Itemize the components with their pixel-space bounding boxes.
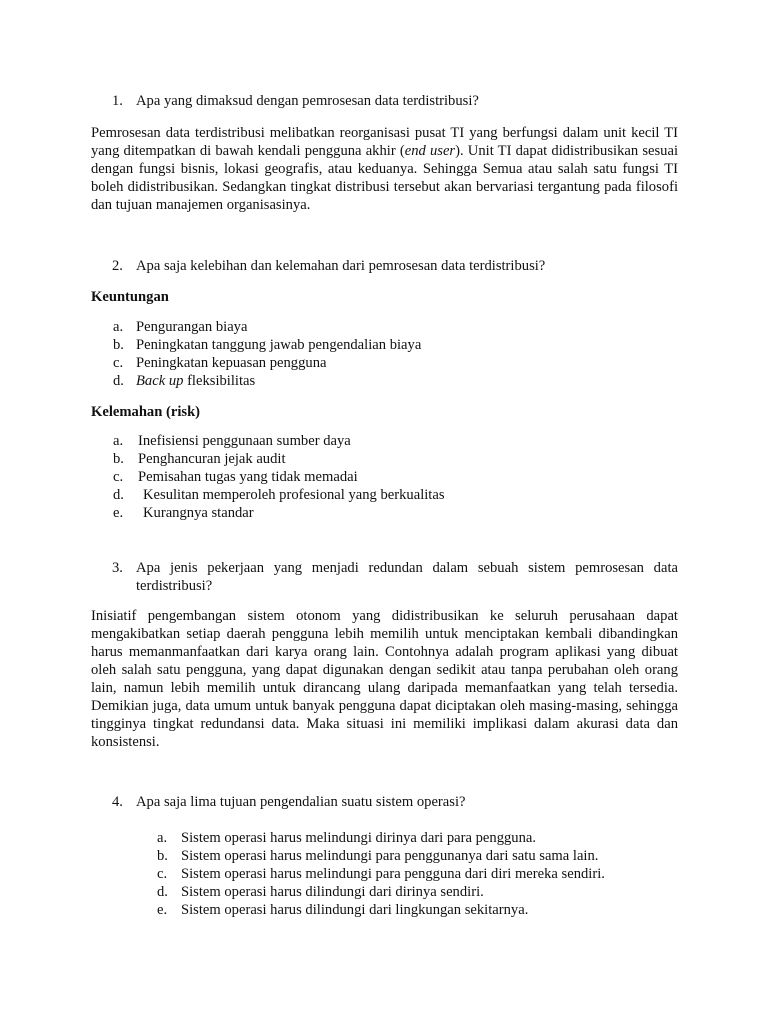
answer-emphasis: end user bbox=[404, 143, 456, 159]
list-item bbox=[113, 486, 445, 504]
section-heading-keuntungan: Keuntungan bbox=[91, 289, 169, 305]
question-text: Apa saja kelebihan dan kelemahan dari pemrosesan data terdistribusi? bbox=[136, 258, 546, 274]
list-item-text: Sistem operasi harus melindungi dirinya dari para pengguna. bbox=[181, 830, 537, 846]
list-marker: b. bbox=[113, 337, 124, 353]
list-item-text: Sistem operasi harus melindungi para pengguna dari diri mereka sendiri. bbox=[181, 866, 605, 882]
question-text: Apa jenis pekerjaan yang menjadi redundan dalam sebuah sistem pemrosesan data terdistribusi? bbox=[136, 560, 678, 594]
question-text: Apa saja lima tujuan pengendalian suatu sistem operasi? bbox=[136, 794, 466, 810]
list-item bbox=[113, 372, 421, 390]
list-item bbox=[157, 883, 605, 901]
list-marker: b. bbox=[113, 451, 124, 467]
list-item bbox=[157, 847, 605, 865]
answer-3: Inisiatif pengembangan sistem otonom yang didistribusikan ke seluruh perusahaan dapat mengakibatkan setiap daerah pengguna lebih memilih untuk menciptakan kembali dibandingkan harus memanmanfaatkan dari karya orang lain. Contohnya adalah program aplikasi yang dibuat oleh salah satu pengguna, yang dapat digunakan dengan sedikit atau tanpa perubahan oleh orang lain, namun lebih memilih untuk dirancang ulang daripada memanfaatkan yang telah tersedia. Demikian juga, data umum untuk banyak pengguna dapat diciptakan oleh masing-masing, sehingga tingginya tingkat redundansi data. Maka situasi ini memiliki implikasi dalam akurasi data dan konsistensi. bbox=[91, 608, 678, 750]
answer-text: ). Unit TI dapat didistribusikan sesuai dengan fungsi bisnis, lokasi geografis, atau keduanya. Sehingga Semua atau salah satu fungsi TI boleh didistribusikan. Sedangkan tingkat distribusi tersebut akan bervariasi tergantung pada filosofi dan tujuan manajemen organisasinya. bbox=[91, 143, 678, 213]
list-marker: c. bbox=[113, 355, 124, 371]
list-item bbox=[113, 504, 445, 522]
list-item bbox=[113, 432, 445, 450]
list-marker: d. bbox=[113, 487, 124, 503]
list-item-text: Sistem operasi harus dilindungi dari dirinya sendiri. bbox=[181, 884, 484, 900]
list-marker: c. bbox=[157, 866, 168, 882]
list-item bbox=[113, 318, 421, 336]
list-marker: a. bbox=[113, 433, 124, 449]
list-item bbox=[113, 354, 421, 372]
list-item-text: Inefisiensi penggunaan sumber daya bbox=[138, 433, 351, 449]
list-keuntungan bbox=[113, 318, 421, 390]
list-item bbox=[157, 901, 605, 919]
list-item-text: Sistem operasi harus melindungi para penggunanya dari satu sama lain. bbox=[181, 848, 599, 864]
list-item-text: Peningkatan kepuasan pengguna bbox=[136, 355, 327, 371]
question-number: 2. bbox=[112, 258, 123, 274]
question-1 bbox=[112, 92, 678, 110]
list-marker: e. bbox=[113, 505, 124, 521]
list-item-text: Kurangnya standar bbox=[143, 505, 254, 521]
answer-text: Pemrosesan data terdistribusi melibatkan reorganisasi pusat TI yang berfungsi dalam unit kecil TI yang ditempatkan di bawah kendali pengguna akhir ( bbox=[91, 125, 678, 159]
list-marker: a. bbox=[113, 319, 124, 335]
question-3 bbox=[112, 559, 678, 595]
list-item-emphasis: Back up bbox=[136, 373, 184, 389]
list-item bbox=[113, 336, 421, 354]
question-number: 4. bbox=[112, 794, 123, 810]
list-marker: e. bbox=[157, 902, 168, 918]
question-text: Apa yang dimaksud dengan pemrosesan data terdistribusi? bbox=[136, 93, 479, 109]
answer-1 bbox=[91, 124, 678, 214]
list-item-text: Kesulitan memperoleh profesional yang berkualitas bbox=[143, 487, 445, 503]
list-item-text: Pemisahan tugas yang tidak memadai bbox=[138, 469, 358, 485]
question-2 bbox=[112, 257, 678, 275]
list-marker: b. bbox=[157, 848, 168, 864]
list-item-text: Penghancuran jejak audit bbox=[138, 451, 286, 467]
list-marker: c. bbox=[113, 469, 124, 485]
question-4 bbox=[112, 793, 678, 811]
list-marker: a. bbox=[157, 830, 168, 846]
list-item-text: Peningkatan tanggung jawab pengendalian biaya bbox=[136, 337, 422, 353]
list-item bbox=[157, 829, 605, 847]
section-heading-kelemahan: Kelemahan (risk) bbox=[91, 404, 201, 420]
question-number: 3. bbox=[112, 560, 123, 576]
list-item bbox=[157, 865, 605, 883]
list-item-text: fleksibilitas bbox=[183, 373, 256, 389]
list-tujuan bbox=[157, 829, 605, 919]
list-item bbox=[113, 450, 445, 468]
list-marker: d. bbox=[157, 884, 168, 900]
list-item-text: Sistem operasi harus dilindungi dari lingkungan sekitarnya. bbox=[181, 902, 529, 918]
question-number: 1. bbox=[112, 93, 123, 109]
list-item-text: Pengurangan biaya bbox=[136, 319, 248, 335]
list-kelemahan bbox=[113, 432, 445, 522]
list-item bbox=[113, 468, 445, 486]
list-marker: d. bbox=[113, 373, 124, 389]
